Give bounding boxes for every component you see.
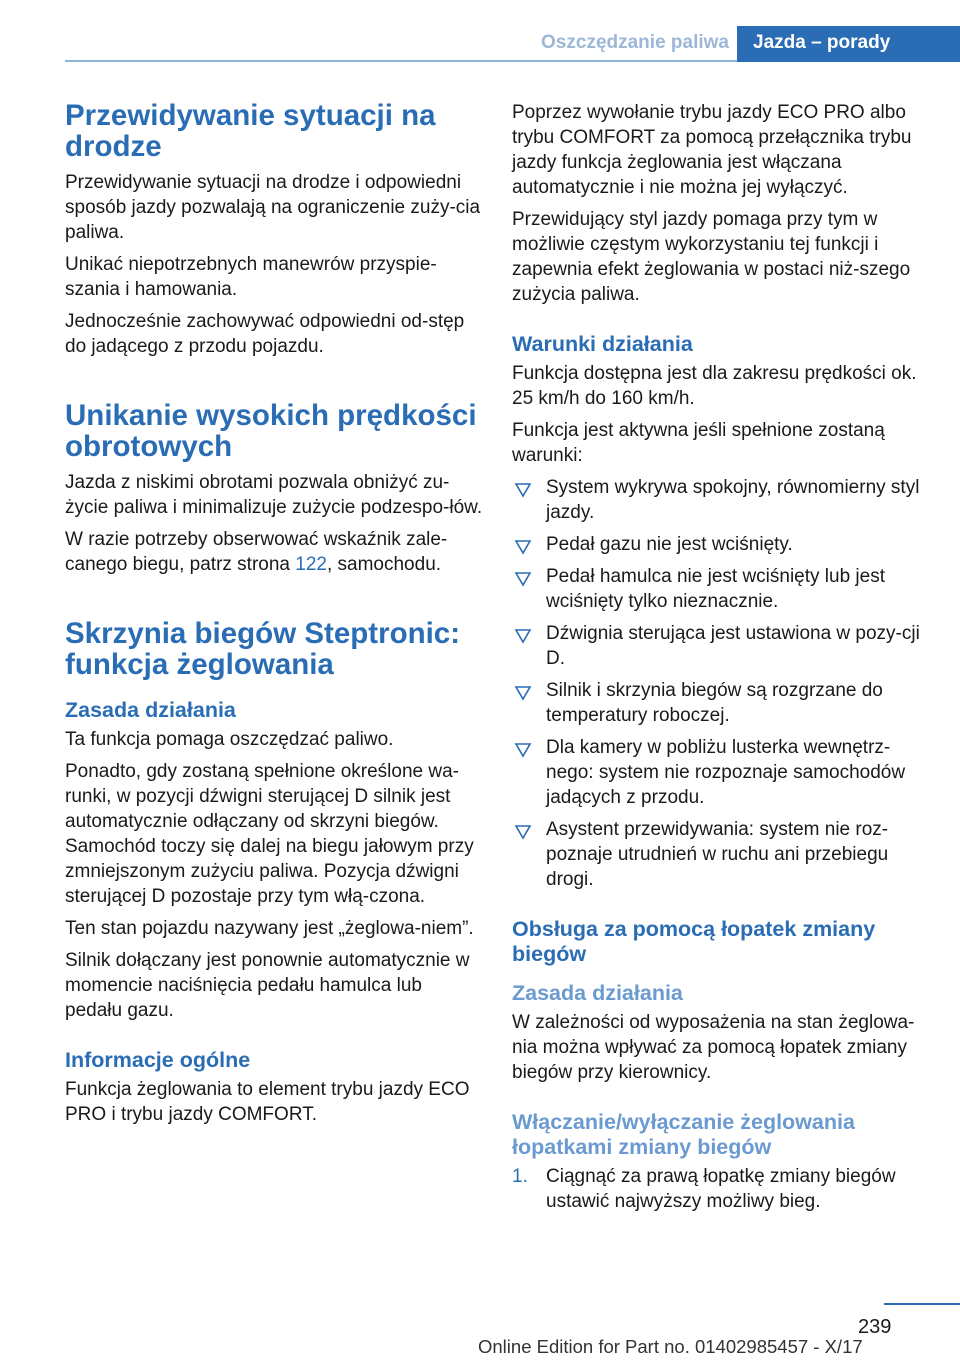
list-item [512,564,932,614]
text: , samochodu. [326,554,442,575]
paragraph-with-link [65,527,483,577]
subheading-toggle-coasting: Włączanie/wyłączanie żeglowania łopatkami zmiany biegów [512,1110,855,1159]
list-item-text: System wykrywa spokojny, równomierny styl jazdy. [546,477,920,523]
footer-rule [884,1303,960,1305]
step-text: Ciągnąć za prawą łopatkę zmiany biegów ustawić najwyższy możliwy bieg. [546,1166,896,1212]
heading-anticipate: Przewidywanie sytuacji na drodze [65,99,436,163]
list-item-text: Pedał gazu nie jest wciśnięty. [546,534,793,555]
list-item [512,735,932,810]
left-column [65,100,483,1134]
header-chapter-tab: Jazda – porady [737,26,960,62]
steps-list [512,1164,932,1214]
triangle-bullet-icon [514,735,532,760]
page-number: 239 [858,1316,892,1338]
list-item-text: Silnik i skrzynia biegów są rozgrzane do temperatury roboczej. [546,680,883,726]
list-item [512,817,932,892]
paragraph: Silnik dołączany jest ponownie automatycznie w momencie naciśnięcia pedału hamulca lub pedału gazu. [65,950,470,1021]
header-section-label: Oszczędzanie paliwa [541,32,729,53]
conditions-list [512,475,932,892]
subheading-principle-2: Zasada działania [512,981,683,1005]
paragraph: Ten stan pojazdu nazywany jest „żeglowa‐niem”. [65,918,474,939]
list-item [512,475,932,525]
subheading-general-info: Informacje ogólne [65,1048,251,1072]
paragraph: Poprzez wywołanie trybu jazdy ECO PRO albo trybu COMFORT za pomocą przełącznika trybu jazdy funkcja żeglowania jest włączana automatycznie i nie można jej wyłączyć. [512,102,912,198]
list-item [512,532,932,557]
paragraph: Ponadto, gdy zostaną spełnione określone wa‐runki, w pozycji dźwigni sterującej D silnik jest automatycznie odłączany od skrzyni biegów. Samochód toczy się dalej na biegu jałowym przy zmniejszonym zużyciu paliwa. Pozycja dźwigni sterującej D pozostaje przy tym włą‐czona. [65,761,474,907]
paragraph: Funkcja żeglowania to element trybu jazdy ECO PRO i trybu jazdy COMFORT. [65,1079,470,1125]
paragraph: Ta funkcja pomaga oszczędzać paliwo. [65,729,394,750]
list-item-text: Asystent przewidywania: system nie roz‐poznaje utrudnień w ruchu ani przebiegu drogi. [546,819,889,890]
list-item-text: Pedał hamulca nie jest wciśnięty lub jest wciśnięty tylko nieznacznie. [546,566,886,612]
subheading-principle: Zasada działania [65,698,236,722]
edition-footer: Online Edition for Part no. 01402985457 - X/17 [478,1336,863,1357]
subheading-paddles: Obsługa za pomocą łopatek zmiany biegów [512,917,876,966]
paragraph: Przewidujący styl jazdy pomaga przy tym w możliwie częstym wykorzystaniu tej funkcji i zapewnia efekt żeglowania w postaci niż‐szego zużycia paliwa. [512,209,911,305]
step-number: 1. [512,1166,528,1187]
triangle-bullet-icon [514,564,532,589]
list-item [512,621,932,671]
triangle-bullet-icon [514,817,532,842]
right-column [512,100,932,1221]
paragraph: W zależności od wyposażenia na stan żeglowa‐nia można wpływać za pomocą łopatek zmiany biegów przy kierownicy. [512,1012,915,1083]
triangle-bullet-icon [514,532,532,557]
list-item-text: Dźwignia sterująca jest ustawiona w pozy‐cji D. [546,623,920,669]
list-item [512,678,932,728]
step-item [512,1164,932,1214]
paragraph: Jednocześnie zachowywać odpowiedni od‐stęp do jadącego z przodu pojazdu. [65,311,465,357]
heading-coasting: Skrzynia biegów Steptronic: funkcja żeglowania [65,617,461,681]
paragraph: Funkcja jest aktywna jeśli spełnione zostaną warunki: [512,420,885,466]
paragraph: Unikać niepotrzebnych manewrów przyspie‐szania i hamowania. [65,254,437,300]
page-link[interactable]: 122 [295,554,327,575]
triangle-bullet-icon [514,475,532,500]
subheading-conditions: Warunki działania [512,332,693,356]
paragraph: Funkcja dostępna jest dla zakresu prędkości ok. 25 km/h do 160 km/h. [512,363,917,409]
text: W razie potrzeby obserwować wskaźnik zale‐canego biegu, patrz strona [65,529,448,575]
list-item-text: Dla kamery w pobliżu lusterka wewnętrz‐nego: system nie rozpoznaje samochodów jadących z przodu. [546,737,906,808]
paragraph: Jazda z niskimi obrotami pozwala obniżyć zu‐życie paliwa i minimalizuje zużycie podzespo‐łów. [65,472,483,518]
triangle-bullet-icon [514,678,532,703]
paragraph: Przewidywanie sytuacji na drodze i odpowiedni sposób jazdy pozwalają na ograniczenie zuży‐cia paliwa. [65,172,481,243]
heading-avoid-high-rpm: Unikanie wysokich prędkości obrotowych [65,399,477,463]
triangle-bullet-icon [514,621,532,646]
